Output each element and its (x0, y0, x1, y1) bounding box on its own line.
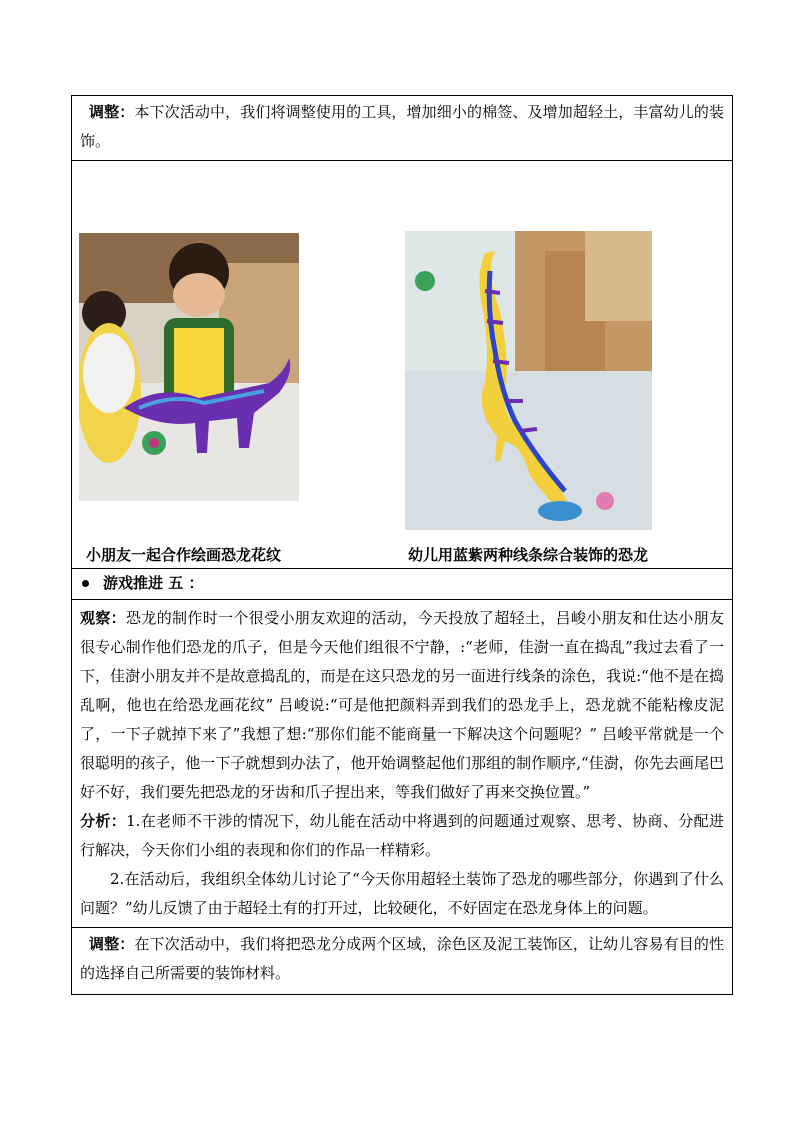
game-heading-text: 游戏推进 五 ： (103, 574, 204, 592)
adjust-label-1: 调整： (89, 103, 135, 121)
observe-paragraph (72, 604, 732, 807)
analysis-paragraph-1 (72, 807, 732, 865)
adjust-label-2: 调整： (89, 935, 135, 953)
left-photo-caption: 小朋友一起合作绘画恐龙花纹 (86, 546, 282, 564)
adjust-text-1: 本下次活动中，我们将调整使用的工具，增加细小的棉签、及增加超轻土，丰富幼儿的装饰。 (80, 103, 724, 150)
photos-cell (72, 161, 732, 569)
adjust-cell-2 (72, 928, 732, 994)
right-photo-caption: 幼儿用蓝紫两种线条综合装饰的恐龙 (408, 546, 649, 564)
adjust-paragraph-1 (72, 98, 732, 156)
analysis-label: 分析： (80, 812, 127, 830)
photo-decorated-dinosaur (405, 231, 652, 530)
observe-analysis-cell (72, 600, 732, 928)
analysis-point-1: 1.在老师不干涉的情况下，幼儿能在活动中将遇到的问题通过观察、思考、协商、分配进行解决，今天你们小组的表现和你们的作品一样精彩。 (80, 812, 724, 859)
game-heading (72, 569, 732, 598)
bullet-icon (82, 580, 89, 587)
adjust-cell-1 (72, 96, 732, 161)
game-heading-cell (72, 569, 732, 600)
analysis-point-2: 2.在活动后，我组织全体幼儿讨论了“今天你用超轻土装饰了恐龙的哪些部分，你遇到了什么问题？”幼儿反馈了由于超轻土有的打开过，比较硬化，不好固定在恐龙身体上的问题。 (80, 870, 724, 917)
record-table (71, 95, 733, 995)
photo-children-painting-dinosaur (79, 233, 299, 501)
adjust-paragraph-2 (72, 930, 732, 988)
observe-text: 恐龙的制作时一个很受小朋友欢迎的活动，今天投放了超轻土，吕峻小朋友和仕达小朋友很专心制作他们恐龙的爪子，但是今天他们组很不宁静，:“老师，佳澍一直在捣乱”我过去看了一下，佳澍小朋友并不是故意捣乱的，而是在这只恐龙的另一面进行线条的涂色，我说:“他不是在捣乱啊，他也在给恐龙画花纹” 吕峻说:“可是他把颜料弄到我们的恐龙手上，恐龙就不能粘橡皮泥了，一下子就掉下来了”我想了想:“那你们能不能商量一下解决这个问题呢？” 吕峻平常就是一个很聪明的孩子，他一下子就想到办法了，他开始调整起他们那组的制作顺序,“佳澍，你先去画尾巴好不好，我们要先把恐龙的牙齿和爪子捏出来，等我们做好了再来交换位置。” (80, 609, 724, 801)
adjust-text-2: 在下次活动中，我们将把恐龙分成两个区域，涂色区及泥工装饰区，让幼儿容易有目的性的选择自己所需要的装饰材料。 (80, 935, 724, 982)
observe-label: 观察： (80, 609, 127, 627)
analysis-paragraph-2 (72, 865, 732, 923)
